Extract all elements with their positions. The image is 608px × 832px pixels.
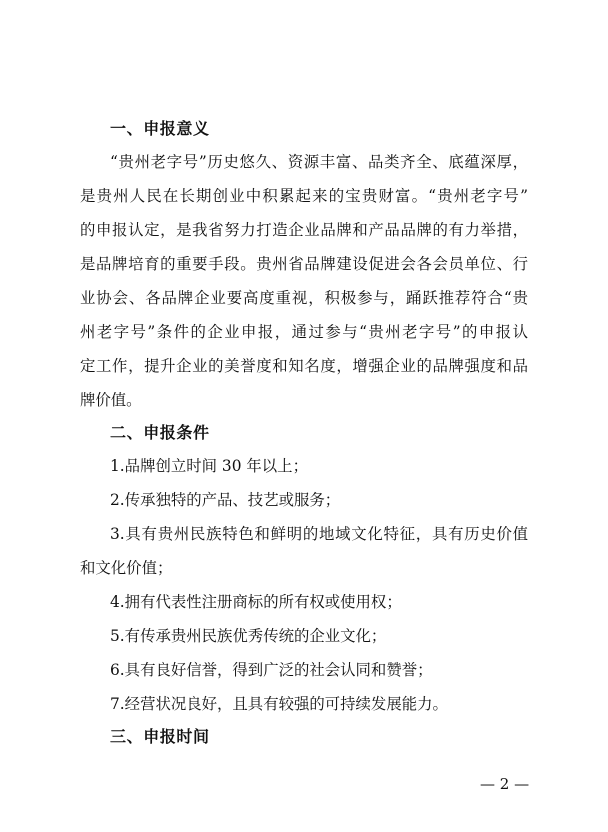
paragraph-line: 定工作，提升企业的美誉度和知名度，增强企业的品牌强度和品 xyxy=(80,357,528,375)
condition-item-3: 3.具有贵州民族特色和鲜明的地域文化特征，具有历史价值 xyxy=(110,525,528,543)
page-number: — 2 — xyxy=(480,775,530,793)
condition-item-5: 5.有传承贵州民族优秀传统的企业文化； xyxy=(110,627,387,645)
paragraph-line: 的申报认定，是我省努力打造企业品牌和产品品牌的有力举措， xyxy=(80,221,528,239)
condition-item-3-continued: 和文化价值； xyxy=(80,559,173,577)
paragraph-line: 州老字号”条件的企业申报，通过参与“贵州老字号”的申报认 xyxy=(80,323,528,341)
condition-item-6: 6.具有良好信誉，得到广泛的社会认同和赞誉； xyxy=(110,661,433,679)
paragraph-line: 牌价值。 xyxy=(80,391,142,409)
condition-item-2: 2.传承独特的产品、技艺或服务； xyxy=(110,491,341,509)
paragraph-line: “贵州老字号”历史悠久、资源丰富、品类齐全、底蕴深厚， xyxy=(110,153,528,171)
section-heading-conditions: 二、申报条件 xyxy=(110,423,210,442)
paragraph-line: 是贵州人民在长期创业中积累起来的宝贵财富。“贵州老字号” xyxy=(80,187,528,205)
condition-item-4: 4.拥有代表性注册商标的所有权或使用权； xyxy=(110,593,402,611)
section-heading-time: 三、申报时间 xyxy=(110,727,210,746)
section-heading-significance: 一、申报意义 xyxy=(110,119,210,138)
condition-item-1: 1.品牌创立时间 30 年以上； xyxy=(110,457,308,475)
condition-item-7: 7.经营状况良好，且具有较强的可持续发展能力。 xyxy=(110,695,448,713)
paragraph-line: 是品牌培育的重要手段。贵州省品牌建设促进会各会员单位、行 xyxy=(80,255,528,273)
paragraph-line: 业协会、各品牌企业要高度重视，积极参与，踊跃推荐符合“贵 xyxy=(80,289,528,307)
